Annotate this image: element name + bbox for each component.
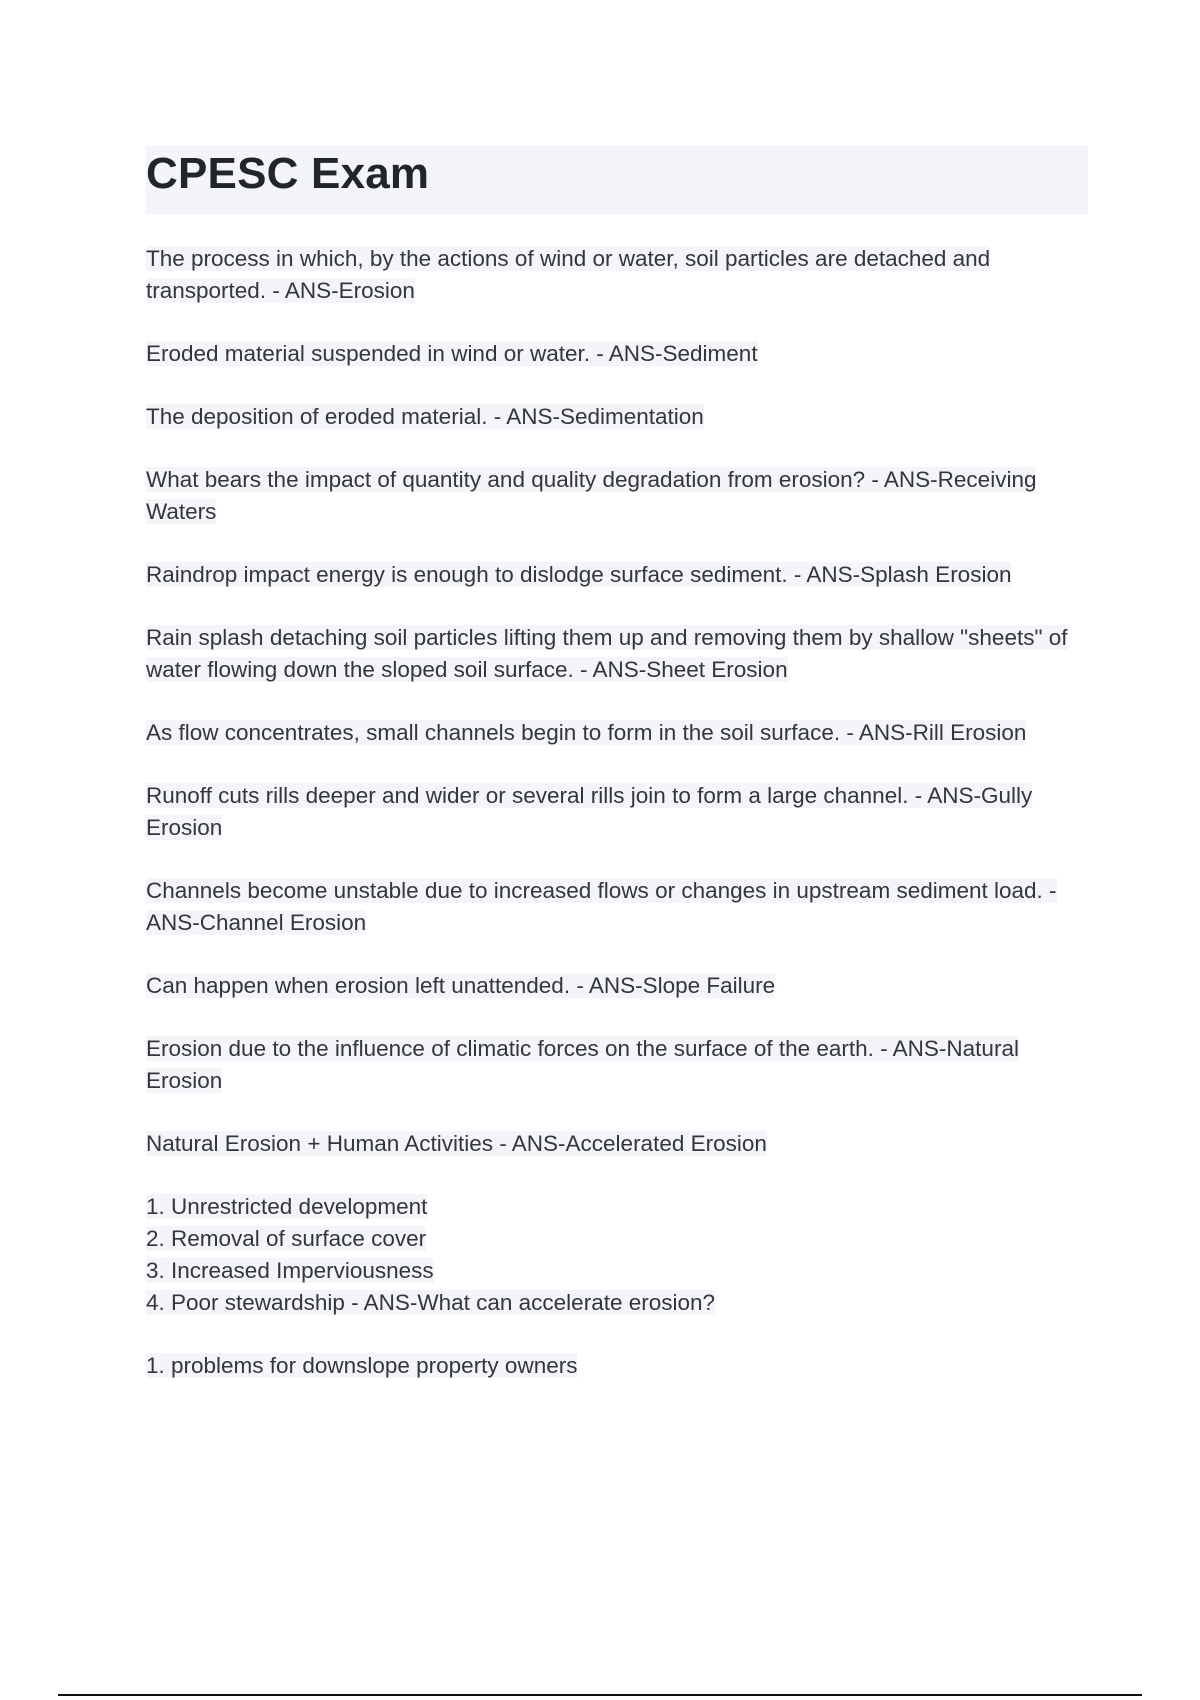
list-line: 3. Increased Imperviousness [146,1258,434,1283]
qa-item-splash-erosion: Raindrop impact energy is enough to dislodge surface sediment. - ANS-Splash Erosion [146,562,1012,587]
list-line: 1. problems for downslope property owners [146,1353,578,1378]
qa-item-slope-failure: Can happen when erosion left unattended. - ANS-Slope Failure [146,973,776,998]
qa-item-sediment: Eroded material suspended in wind or water. - ANS-Sediment [146,341,758,366]
footer-rule [58,1694,1142,1696]
qa-item-channel-erosion: Channels become unstable due to increased flows or changes in upstream sediment load. - ANS-Channel Erosion [146,878,1057,935]
list-line: 4. Poor stewardship - ANS-What can accelerate erosion? [146,1290,716,1315]
qa-item-gully-erosion: Runoff cuts rills deeper and wider or several rills join to form a large channel. - ANS-Gully Erosion [146,783,1033,840]
qa-content [146,243,1096,1413]
qa-item-accelerated-erosion: Natural Erosion + Human Activities - ANS-Accelerated Erosion [146,1131,767,1156]
qa-item-rill-erosion: As flow concentrates, small channels begin to form in the soil surface. - ANS-Rill Erosion [146,720,1027,745]
qa-item-downslope-list [146,1350,1096,1382]
qa-item-natural-erosion: Erosion due to the influence of climatic forces on the surface of the earth. - ANS-Natural Erosion [146,1036,1019,1093]
qa-item-erosion: The process in which, by the actions of wind or water, soil particles are detached and transported. - ANS-Erosion [146,246,991,303]
page-title: CPESC Exam [146,149,430,198]
qa-item-receiving-waters: What bears the impact of quantity and quality degradation from erosion? - ANS-Receiving Waters [146,467,1037,524]
qa-item-sedimentation: The deposition of eroded material. - ANS-Sedimentation [146,404,704,429]
list-line: 2. Removal of surface cover [146,1226,427,1251]
qa-item-sheet-erosion: Rain splash detaching soil particles lifting them up and removing them by shallow "sheets" of water flowing down the sloped soil surface. - ANS-Sheet Erosion [146,625,1068,682]
qa-item-accelerate-erosion-list [146,1191,1096,1319]
list-line: 1. Unrestricted development [146,1194,428,1219]
